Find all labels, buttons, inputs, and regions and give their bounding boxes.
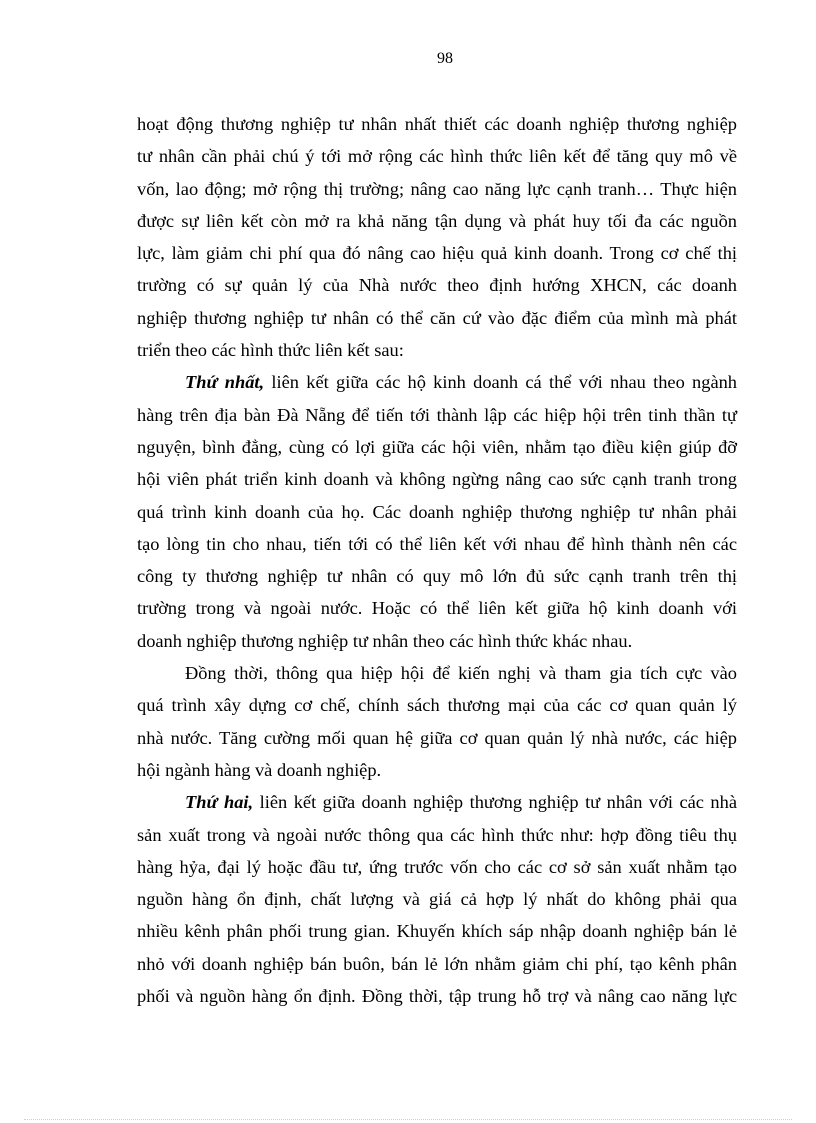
text-line: phối và nguồn hàng ổn định. Đồng thời, tập trung hỗ trợ và nâng cao năng lực <box>137 986 737 1007</box>
text-line: trường trong và ngoài nước. Hoặc có thể liên kết giữa hộ kinh doanh với <box>137 598 737 619</box>
text-line: vốn, lao động; mở rộng thị trường; nâng cao năng lực cạnh tranh… Thực hiện <box>137 178 737 199</box>
para-text: liên kết giữa các hộ kinh doanh cá thể với nhau theo ngành <box>264 372 737 393</box>
para-text: liên kết giữa doanh nghiệp thương nghiệp tư nhân với các nhà <box>253 792 737 813</box>
text-line: quá trình xây dựng cơ chế, chính sách thương mại của các cơ quan quản lý <box>137 695 737 716</box>
text-line: nguyện, bình đẳng, cùng có lợi giữa các hội viên, nhằm tạo điều kiện giúp đỡ <box>137 436 737 457</box>
text-line: nhiều kênh phân phối trung gian. Khuyến khích sáp nhập doanh nghiệp bán lẻ <box>137 921 737 942</box>
paragraph-first-line <box>137 786 737 818</box>
page-number: 98 <box>437 50 453 67</box>
text-line: hàng trên địa bàn Đà Nẵng để tiến tới thành lập các hiệp hội trên tinh thần tự <box>137 404 737 425</box>
text-line: doanh nghiệp thương nghiệp tư nhân theo các hình thức khác nhau. <box>137 630 633 651</box>
text-line: hội viên phát triển kinh doanh và không ngừng nâng cao sức cạnh tranh trong <box>137 469 737 490</box>
text-line: được sự liên kết còn mở ra khả năng tận dụng và phát huy tối đa các nguồn <box>137 210 737 231</box>
text-line: quá trình kinh doanh của họ. Các doanh nghiệp thương nghiệp tư nhân phải <box>137 501 737 522</box>
text-line: nhỏ với doanh nghiệp bán buôn, bán lẻ lớn nhằm giảm chi phí, tạo kênh phân <box>137 953 737 974</box>
paragraph-first-line: Đồng thời, thông qua hiệp hội để kiến nghị và tham gia tích cực vào <box>185 663 737 684</box>
text-line: nguồn hàng ổn định, chất lượng và giá cả hợp lý nhất do không phải qua <box>137 889 737 910</box>
text-line: tư nhân cần phải chú ý tới mở rộng các hình thức liên kết để tăng quy mô về <box>137 146 737 167</box>
text-line: triển theo các hình thức liên kết sau: <box>137 340 404 361</box>
text-line: công ty thương nghiệp tư nhân có quy mô lớn đủ sức cạnh tranh trên thị <box>137 566 737 587</box>
text-line: tạo lòng tin cho nhau, tiến tới có thể liên kết với nhau để hình thành nên các <box>137 533 737 554</box>
paragraph-first-line <box>137 366 737 398</box>
text-line: hội ngành hàng và doanh nghiệp. <box>137 759 382 780</box>
text-line: trường có sự quản lý của Nhà nước theo định hướng XHCN, các doanh <box>137 275 737 296</box>
text-line: lực, làm giảm chi phí qua đó nâng cao hiệu quả kinh doanh. Trong cơ chế thị <box>137 243 737 264</box>
para-label-second: Thứ hai, <box>185 792 254 813</box>
text-line: nhà nước. Tăng cường mối quan hệ giữa cơ quan quản lý nhà nước, các hiệp <box>137 727 737 748</box>
text-line: hàng hỷa, đại lý hoặc đầu tư, ứng trước vốn cho các cơ sở sản xuất nhằm tạo <box>137 856 737 877</box>
body-text <box>137 108 737 1012</box>
para-label-first: Thứ nhất, <box>185 372 265 393</box>
text-line: sản xuất trong và ngoài nước thông qua các hình thức như: hợp đồng tiêu thụ <box>137 824 737 845</box>
text-line: nghiệp thương nghiệp tư nhân có thể căn cứ vào đặc điểm của mình mà phát <box>137 307 737 328</box>
page-bottom-divider <box>24 1119 792 1120</box>
text-line: hoạt động thương nghiệp tư nhân nhất thiết các doanh nghiệp thương nghiệp <box>137 114 737 134</box>
